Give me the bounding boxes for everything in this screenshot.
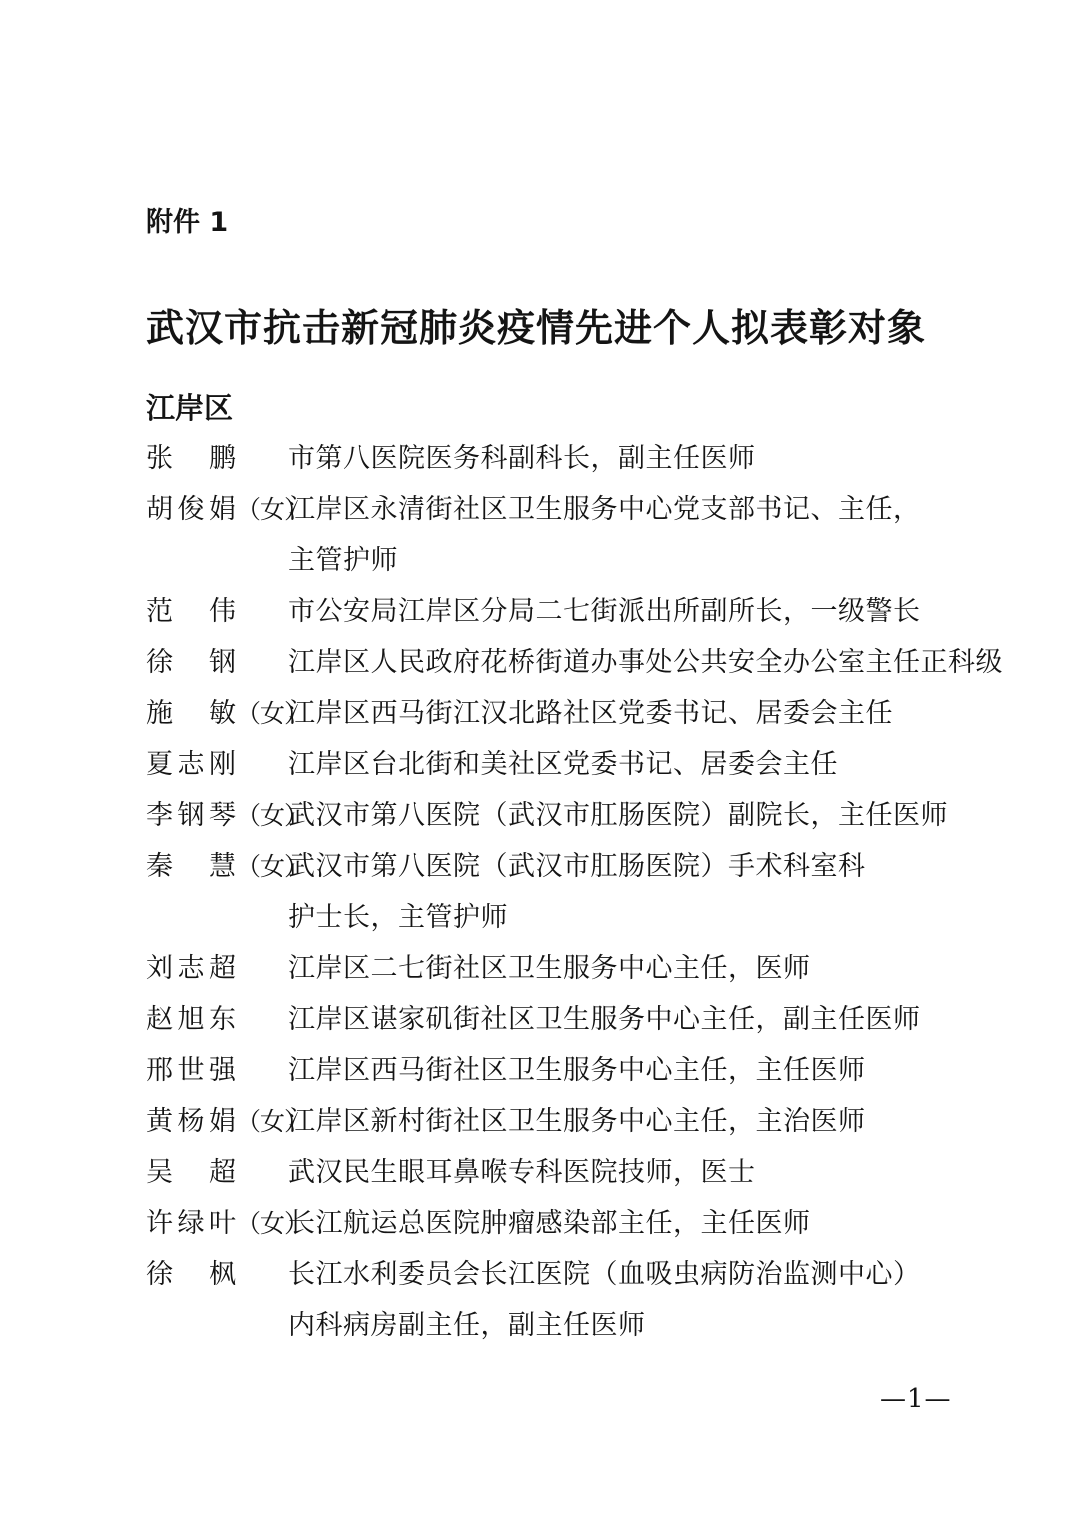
honoree-entry xyxy=(146,484,956,586)
honoree-entry xyxy=(146,1045,956,1096)
honoree-name: 秦 慧 xyxy=(146,851,236,882)
honoree-gender: （女） xyxy=(236,1209,309,1238)
honoree-entry xyxy=(146,1198,956,1249)
honoree-list xyxy=(146,433,1003,1351)
honoree-name: 邢世强 xyxy=(146,1055,236,1086)
honoree-description: 市第八医院医务科副科长，副主任医师 xyxy=(288,443,756,474)
honoree-description: 市公安局江岸区分局二七街派出所副所长，一级警长 xyxy=(288,596,921,627)
honoree-name: 徐 钢 xyxy=(146,647,236,678)
honoree-name: 胡俊娟 xyxy=(146,494,236,525)
honoree-description: 江岸区西马街江汉北路社区党委书记、居委会主任 xyxy=(288,698,893,729)
honoree-description: 江岸区西马街社区卫生服务中心主任，主任医师 xyxy=(288,1055,866,1086)
honoree-description: 江岸区人民政府花桥街道办事处公共安全办公室主任正科级 xyxy=(288,647,1003,678)
honoree-description-continued: 内科病房副主任，副主任医师 xyxy=(288,1310,646,1341)
honoree-name: 刘志超 xyxy=(146,953,236,984)
honoree-entry xyxy=(146,790,956,841)
honoree-entry xyxy=(146,943,956,994)
honoree-description: 江岸区永清街社区卫生服务中心党支部书记、主任， xyxy=(288,494,921,525)
honoree-entry xyxy=(146,739,956,790)
honoree-description: 长江航运总医院肿瘤感染部主任，主任医师 xyxy=(288,1208,811,1239)
attachment-label: 附件 1 xyxy=(146,207,229,238)
honoree-name: 赵旭东 xyxy=(146,1004,236,1035)
honoree-name: 夏志刚 xyxy=(146,749,236,780)
honoree-description-continued: 护士长，主管护师 xyxy=(288,902,508,933)
honoree-gender: （女） xyxy=(236,801,309,830)
honoree-description: 武汉民生眼耳鼻喉专科医院技师，医士 xyxy=(288,1157,756,1188)
honoree-description: 江岸区新村街社区卫生服务中心主任，主治医师 xyxy=(288,1106,866,1137)
honoree-name: 李钢琴 xyxy=(146,800,236,831)
honoree-gender: （女） xyxy=(236,1107,309,1136)
honoree-entry xyxy=(146,1147,956,1198)
honoree-entry xyxy=(146,586,956,637)
honoree-entry xyxy=(146,433,956,484)
honoree-description: 江岸区台北街和美社区党委书记、居委会主任 xyxy=(288,749,838,780)
honoree-entry xyxy=(146,994,956,1045)
district-heading: 江岸区 xyxy=(146,391,234,425)
honoree-name: 张 鹏 xyxy=(146,443,236,474)
honoree-name: 许绿叶 xyxy=(146,1208,236,1239)
honoree-description: 江岸区二七街社区卫生服务中心主任，医师 xyxy=(288,953,811,984)
honoree-name: 施 敏 xyxy=(146,698,236,729)
honoree-entry xyxy=(146,1249,956,1351)
honoree-description: 江岸区谌家矶街社区卫生服务中心主任，副主任医师 xyxy=(288,1004,921,1035)
document-title: 武汉市抗击新冠肺炎疫情先进个人拟表彰对象 xyxy=(146,305,927,350)
honoree-description-continued: 主管护师 xyxy=(288,545,398,576)
honoree-description: 武汉市第八医院（武汉市肛肠医院）手术科室科 xyxy=(288,851,866,882)
honoree-name: 黄杨娟 xyxy=(146,1106,236,1137)
page-number: —1— xyxy=(880,1384,952,1414)
honoree-entry xyxy=(146,841,956,943)
honoree-name: 范 伟 xyxy=(146,596,236,627)
honoree-entry xyxy=(146,1096,956,1147)
honoree-entry xyxy=(146,688,956,739)
honoree-name: 吴 超 xyxy=(146,1157,236,1188)
honoree-name: 徐 枫 xyxy=(146,1259,236,1290)
honoree-description: 长江水利委员会长江医院（血吸虫病防治监测中心） xyxy=(288,1259,921,1290)
honoree-entry xyxy=(146,637,1003,688)
honoree-description: 武汉市第八医院（武汉市肛肠医院）副院长，主任医师 xyxy=(288,800,948,831)
honoree-gender: （女） xyxy=(236,852,309,881)
honoree-gender: （女） xyxy=(236,699,309,728)
honoree-gender: （女） xyxy=(236,495,309,524)
